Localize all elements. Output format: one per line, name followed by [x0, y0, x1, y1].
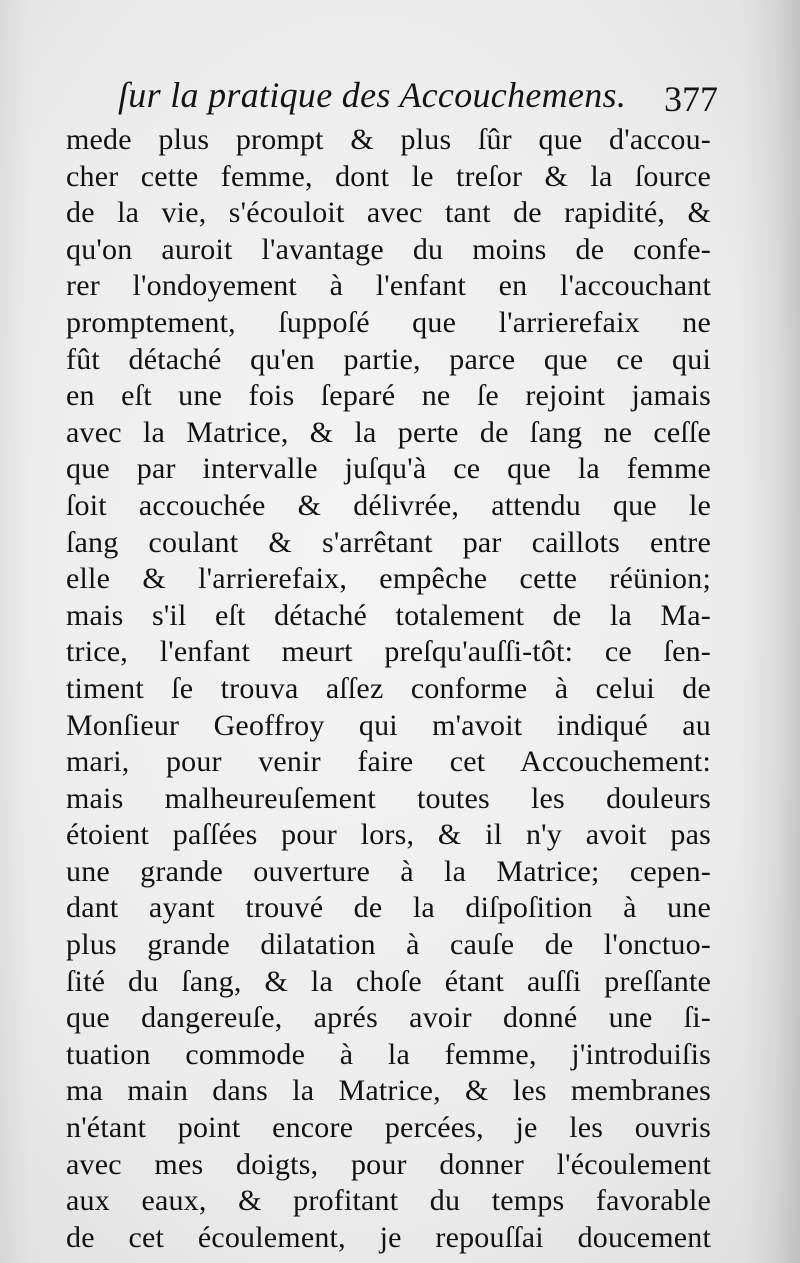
text-line: mari, pour venir faire cet Accouchement:	[66, 745, 711, 779]
text-line: de cet écoulement, je repouſſai doucement	[66, 1220, 711, 1254]
text-line: ſang coulant & s'arrêtant par caillots entre	[66, 525, 711, 559]
text-line: en eſt une fois ſeparé ne ſe rejoint jamais	[66, 379, 711, 413]
page-header	[118, 70, 718, 120]
text-line: cher cette femme, dont le treſor & la ſource	[66, 159, 711, 193]
page-number: 377	[664, 79, 718, 119]
page-edge-shadow	[740, 0, 800, 1263]
running-head: ſur la pratique des Accouchemens.	[118, 75, 627, 115]
text-line: avec mes doigts, pour donner l'écoulement	[66, 1147, 711, 1181]
text-line: plus grande dilatation à cauſe de l'onctuo-	[66, 928, 711, 962]
text-line: rer l'ondoyement à l'enfant en l'accouchant	[66, 269, 711, 303]
text-line: de la vie, s'écouloit avec tant de rapidité, &	[66, 196, 711, 230]
page-gutter-shadow	[0, 0, 30, 1263]
text-line: mede plus prompt & plus ſûr que d'accou-	[66, 123, 711, 156]
text-line: Monſieur Geoffroy qui m'avoit indiqué au	[66, 708, 711, 742]
text-line: elle & l'arrierefaix, empêche cette réünion;	[66, 562, 711, 596]
text-line: que par intervalle juſqu'à ce que la femme	[66, 452, 711, 486]
text-line: ſité du ſang, & la choſe étant auſſi preſſante	[66, 964, 711, 998]
text-line: mais malheureuſement toutes les douleurs	[66, 781, 711, 815]
text-line: mais s'il eſt détaché totalement de la Ma-	[66, 598, 711, 632]
text-line: que dangereuſe, aprés avoir donné une ſi-	[66, 1001, 711, 1035]
body-text	[66, 122, 711, 1256]
text-line: ma main dans la Matrice, & les membranes	[66, 1074, 711, 1108]
text-line: dant ayant trouvé de la diſpoſition à une	[66, 891, 711, 925]
text-line: ſoit accouchée & délivrée, attendu que le	[66, 488, 711, 522]
text-line: avec la Matrice, & la perte de ſang ne ceſſe	[66, 415, 711, 449]
text-line: tuation commode à la femme, j'introduiſis	[66, 1037, 711, 1071]
text-line: une grande ouverture à la Matrice; cepen-	[66, 854, 711, 888]
text-line: n'étant point encore percées, je les ouvris	[66, 1111, 711, 1145]
text-line: fût détaché qu'en partie, parce que ce qui	[66, 342, 711, 376]
text-line: étoient paſſées pour lors, & il n'y avoit pas	[66, 818, 711, 852]
text-line: aux eaux, & profitant du temps favorable	[66, 1184, 711, 1218]
text-line: trice, l'enfant meurt preſqu'auſſi-tôt: ce ſen-	[66, 635, 711, 669]
text-line: qu'on auroit l'avantage du moins de confe-	[66, 232, 711, 266]
text-line: timent ſe trouva aſſez conforme à celui de	[66, 671, 711, 705]
text-line: promptement, ſuppoſé que l'arrierefaix ne	[66, 305, 711, 339]
